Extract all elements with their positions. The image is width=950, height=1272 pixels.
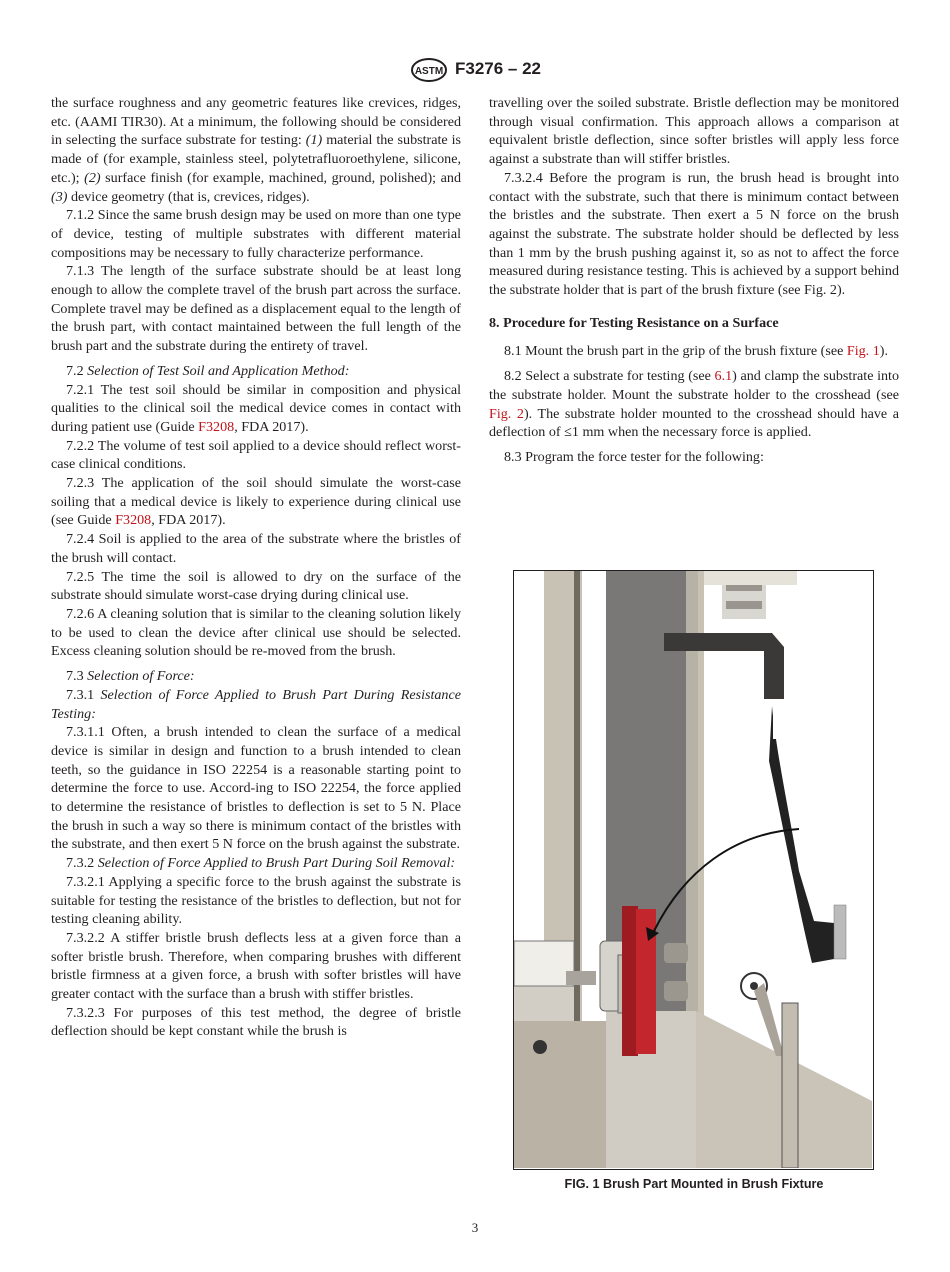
paragraph-7-3-2-2: 7.3.2.2 A stiffer bristle brush deflects less at a given force than a softer bristle brush. Therefore, when comparing brushes with different bristle firmness at a given force, a brush with softer bristles will have greater contact with the surface than a brush with stiffer bristles.: [51, 929, 461, 1003]
standard-designation: F3276 – 22: [455, 59, 542, 78]
figure-1-photo: [513, 570, 874, 1170]
section-7-3-title: 7.3 Selection of Force:: [66, 668, 195, 685]
right-column: [489, 94, 899, 467]
paragraph-7-2-3: 7.2.3 The application of the soil should simulate the worst-case soiling that a medical device is likely to experience during clinical use (see Guide F3208, FDA 2017).: [51, 475, 461, 529]
left-column: [51, 94, 461, 1041]
paragraph-7-3-2-3: 7.3.2.3 For purposes of this test method, the degree of bristle deflection should be kept constant while the brush is: [51, 1004, 461, 1040]
paragraph: travelling over the soiled substrate. Bristle deflection may be monitored through visual confirmation. This approach allows a comparison at equivalent bristle deflection, since softer bristles will apply less force against a substrate than will stiffer bristles.: [489, 95, 899, 168]
paragraph: the surface roughness and any geometric features like crevices, ridges, etc. (AAMI TIR30). At a minimum, the following should be considered in selecting the surface substrate for testing: (1) material the substrate is made of (for example, stainless steel, polytetrafluoroethylene, silicone, etc.); (2) surface finish (for example, machined, ground, polished); and (3) device geometry (that is, crevices, ridges).: [51, 95, 462, 205]
brush-fixture-illustration: [514, 571, 872, 1168]
figure-caption: FIG. 1 Brush Part Mounted in Brush Fixture: [564, 1177, 824, 1191]
fig-2-link[interactable]: Fig. 2: [489, 405, 524, 422]
paragraph-7-2-5: 7.2.5 The time the soil is allowed to dry on the surface of the substrate should simulate worst-case drying during clinical use.: [51, 568, 461, 604]
paragraph-8-2: 8.2 Select a substrate for testing (see 6.1) and clamp the substrate into the substrate holder. Mount the substrate holder to the crosshead (see Fig. 2). The substrate holder mounted to the crosshead should have a deflection of ≤1 mm when the necessary force is applied.: [489, 368, 899, 441]
paragraph-7-1-2: 7.1.2 Since the same brush design may be used on more than one type of device, testing of multiple substrates with different material compositions may be necessary to fully characterize performance.: [51, 207, 461, 261]
astm-logo-icon: [410, 58, 448, 82]
page-number: 3: [471, 1220, 479, 1235]
paragraph-8-1: 8.1 Mount the brush part in the grip of the brush fixture (see Fig. 1).: [504, 343, 888, 360]
section-6-1-link[interactable]: 6.1: [714, 368, 733, 385]
section-7-3-2-title: 7.3.2 Selection of Force Applied to Brush Part During Soil Removal:: [66, 855, 456, 872]
paragraph-7-3-2-1: 7.3.2.1 Applying a specific force to the brush against the substrate is suitable for testing the resistance of the bristles to deflection, but not for testing cleaning ability.: [51, 873, 461, 928]
paragraph-7-2-6: 7.2.6 A cleaning solution that is similar to the cleaning solution likely to be used to clean the device after clinical use should be selected. Excess cleaning solution should be re-moved from the brush.: [51, 605, 461, 660]
paragraph-7-2-2: 7.2.2 The volume of test soil applied to a device should reflect worst-case clinical conditions.: [51, 437, 461, 473]
page-header: [0, 58, 950, 84]
paragraph-7-2-4: 7.2.4 Soil is applied to the area of the substrate where the bristles of the brush will contact.: [51, 531, 461, 566]
paragraph-8-3: 8.3 Program the force tester for the following:: [504, 448, 764, 465]
guide-f3208-link[interactable]: F3208: [115, 512, 152, 529]
paragraph-7-3-2-4: 7.3.2.4 Before the program is run, the brush head is brought into contact with the substrate, such that there is minimum contact between the bristles and the substrate. Then exert a 5 N force on the brush against the substrate. The substrate holder should be deflected by less than 1 mm by the brush pushing against it, so as not to affect the force measured during resistance testing. This is achieved by a support behind the substrate holder that is part of the brush fixture (see Fig. 2).: [489, 169, 899, 299]
section-7-2-title: 7.2 Selection of Test Soil and Application Method:: [66, 362, 350, 379]
paragraph-7-2-1: 7.2.1 The test soil should be similar in composition and physical qualities to the clinical soil the medical device comes in contact with during patient use (Guide F3208, FDA 2017).: [51, 381, 461, 435]
brush-part: [622, 906, 638, 1056]
section-8-heading: 8. Procedure for Testing Resistance on a Surface: [489, 314, 779, 331]
section-7-3-1-title: 7.3.1 Selection of Force Applied to Brush Part During Resistance Testing:: [51, 686, 461, 722]
paragraph-7-1-3: 7.1.3 The length of the surface substrate should be at least long enough to allow the complete travel of the brush part across the surface. Complete travel may be defined as a displacement equal to the length of the brush part, with contact maintained between the full length of the brush part and the substrate during the entirety of travel.: [51, 263, 461, 355]
fig-1-link[interactable]: Fig. 1: [846, 343, 880, 360]
paragraph-7-3-1-1: 7.3.1.1 Often, a brush intended to clean the surface of a medical device is similar in design and function to a brush intended to clean teeth, so the guidance in ISO 22254 is a reasonable starting point to determine the force to use. Accord-ing to ISO 22254, the force applied to determine the resistance of bristles to deflection is set to 5 N. Place the brush in such a way so there is minimum contact of the bristles with the substrate, and then exert 5 N force on the brush against the substrate.: [51, 724, 461, 853]
svg-text:ASTM: ASTM: [414, 66, 444, 77]
guide-f3208-link[interactable]: F3208: [198, 418, 235, 435]
